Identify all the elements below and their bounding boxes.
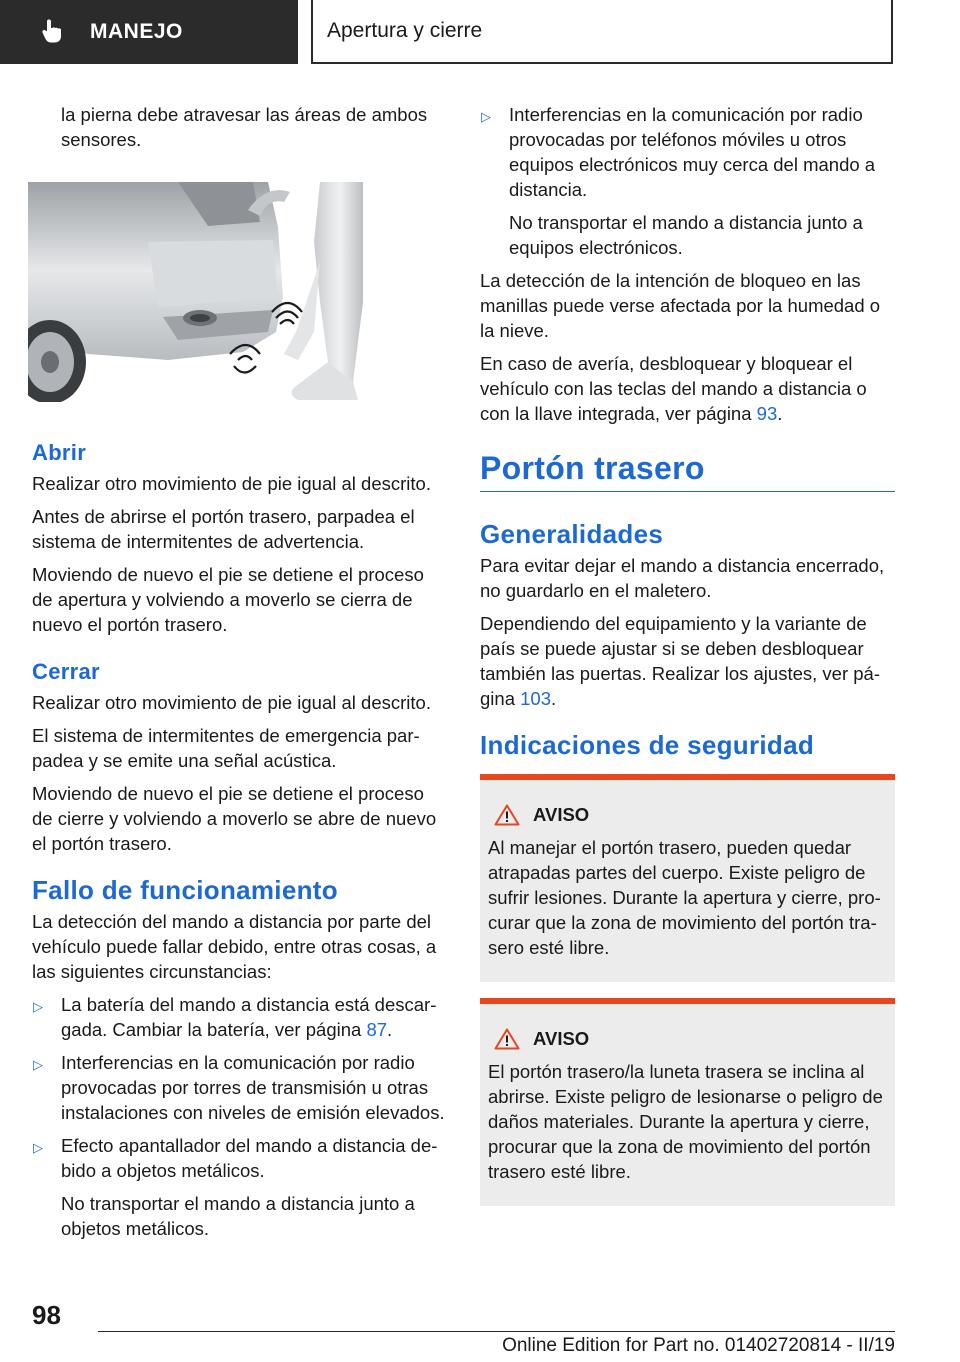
- cerrar-p1: Realizar otro movimiento de pie igual al descrito.: [32, 692, 431, 713]
- page-link-103[interactable]: 103: [520, 688, 551, 709]
- abrir-p1: Realizar otro movimiento de pie igual al descrito.: [32, 473, 431, 494]
- averia-paragraph: En caso de avería, desbloquear y bloquear el vehículo con las teclas del mando a distancia o con la llave integrada, ver página 93.: [480, 353, 867, 424]
- warning-text: Al manejar el portón trasero, pueden quedar atrapadas partes del cuerpo. Existe peligro de sufrir lesiones. Durante la apertura y cierre, procurar que la zona de movimiento del portón trasero esté libre.: [488, 837, 881, 958]
- footer-divider: [98, 1331, 895, 1332]
- warning-text: El portón trasero/la luneta trasera se inclina al abrirse. Existe peligro de lesionarse o peligro de daños materiales. Durante la apertura y cierre, procurar que la zona de movimiento del portón trasero esté libre.: [488, 1061, 883, 1182]
- list-item-note: No transportar el mando a distancia junto a equipos electrónicos.: [509, 212, 863, 258]
- header-section-tab: [0, 0, 298, 64]
- cerrar-heading: Cerrar: [32, 659, 100, 684]
- steering-hand-icon: [38, 17, 68, 47]
- rear-car-foot-sensor-illustration: [28, 182, 363, 402]
- chapter-title: Apertura y cierre: [327, 19, 483, 42]
- warning-box: [480, 774, 895, 982]
- list-item: ▷ La batería del mando a distancia está descargada. Cambiar la batería, ver página 87.: [33, 994, 437, 1040]
- warning-label: AVISO: [533, 1028, 590, 1049]
- fallo-list-cont: [480, 102, 895, 260]
- footer-edition: Online Edition for Part no. 01402720814 - II/19: [502, 1335, 895, 1356]
- abrir-p2: Antes de abrirse el portón trasero, parpadea el sistema de intermitentes de advertencia.: [32, 506, 415, 552]
- header-chapter-tab: [311, 0, 893, 64]
- warning-label: AVISO: [533, 804, 590, 825]
- humedad-paragraph: La detección de la intención de bloqueo en las manillas puede verse afectada por la humedad o la nieve.: [480, 270, 881, 341]
- list-item: ▷ Interferencias en la comunicación por radio provocadas por torres de transmisión u otras instalaciones con niveles de emisión elevados.: [33, 1052, 445, 1123]
- porton-heading: Portón trasero: [480, 456, 895, 492]
- cerrar-p2: El sistema de intermitentes de emergencia parpadea y se emite una señal acústica.: [32, 725, 420, 771]
- warning-title: [488, 802, 887, 827]
- page-link-87[interactable]: 87: [366, 1019, 388, 1040]
- page-number: 98: [32, 1300, 61, 1330]
- gen-p1: Para evitar dejar el mando a distancia encerrado, no guardarlo en el maletero.: [480, 555, 885, 601]
- list-item: ▷ Efecto apantallador del mando a distancia debido a objetos metálicos. No transportar el mando a distancia junto a objetos metálicos.: [32, 1133, 447, 1241]
- warning-triangle-icon: [494, 1028, 520, 1050]
- warning-triangle-icon: [494, 804, 520, 826]
- triangle-bullet-icon: ▷: [33, 1140, 43, 1155]
- triangle-bullet-icon: ▷: [481, 109, 491, 124]
- abrir-heading: Abrir: [32, 440, 87, 465]
- cerrar-p3: Moviendo de nuevo el pie se detiene el proceso de cierre y volviendo a moverlo se abre de nuevo el portón trasero.: [32, 783, 437, 854]
- fallo-heading: Fallo de funcionamiento: [32, 875, 338, 905]
- triangle-bullet-icon: ▷: [33, 999, 43, 1014]
- list-item: ▷ Interferencias en la comunicación por radio provocadas por teléfonos móviles u otros equipos electrónicos muy cerca del mando a distancia. No transportar el mando a distancia junto a equipos electrónicos.: [480, 102, 895, 260]
- list-item-note: No transportar el mando a distancia junto a objetos metálicos.: [61, 1193, 415, 1239]
- fallo-intro: La detección del mando a distancia por parte del vehículo puede fallar debido, entre otras cosas, a las siguientes circunstancias:: [32, 911, 437, 982]
- left-column: [32, 102, 447, 1249]
- section-label: MANEJO: [90, 20, 183, 43]
- abrir-p3: Moviendo de nuevo el pie se detiene el proceso de apertura y volviendo a moverlo se cierra de nuevo el portón trasero.: [32, 564, 424, 635]
- gen-p2: Dependiendo del equipamiento y la variante de país se puede ajustar si se deben desbloquear también las puertas. Realizar los ajustes, ver página 103.: [480, 613, 881, 709]
- page-link-93[interactable]: 93: [756, 403, 778, 424]
- indicaciones-heading: Indicaciones de seguridad: [480, 730, 815, 760]
- generalidades-heading: Generalidades: [480, 519, 664, 549]
- continued-text: la pierna debe atravesar las áreas de ambos sensores.: [61, 104, 428, 150]
- warning-title: [488, 1026, 887, 1051]
- warning-box: [480, 998, 895, 1206]
- triangle-bullet-icon: ▷: [33, 1057, 43, 1072]
- right-column: [480, 102, 895, 1222]
- fallo-list: [32, 992, 447, 1241]
